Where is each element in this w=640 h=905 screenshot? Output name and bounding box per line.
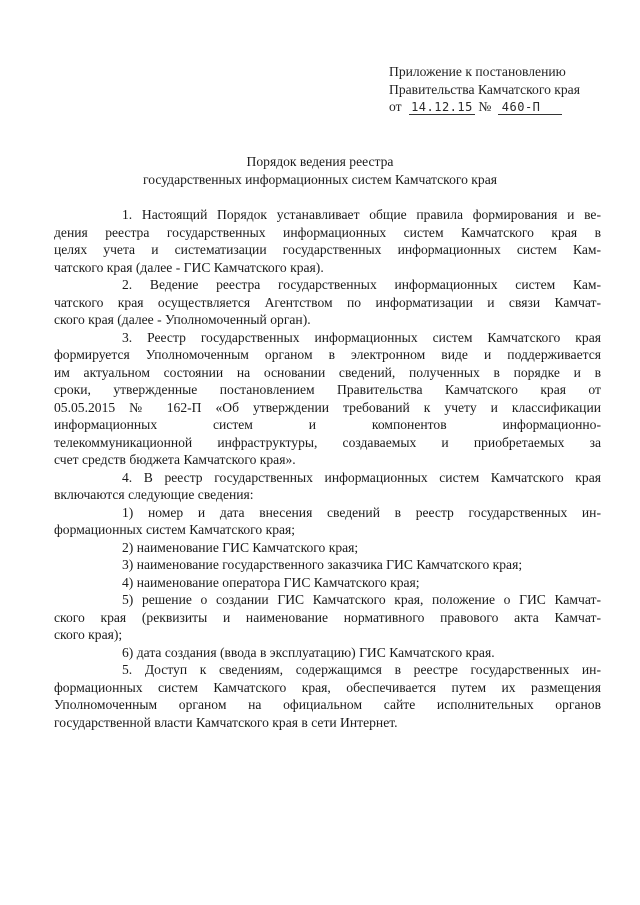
paragraph-line: формируется Уполномоченным органом в электронном виде и поддерживается bbox=[54, 347, 601, 362]
paragraph bbox=[54, 276, 601, 329]
appendix-line-3 bbox=[389, 98, 619, 116]
paragraph-line: сроки, утвержденные постановлением Правительства Камчатского края от bbox=[54, 382, 601, 397]
handwritten-number: 460-П bbox=[498, 100, 562, 115]
paragraph bbox=[54, 591, 601, 644]
appendix-line-2: Правительства Камчатского края bbox=[389, 81, 580, 97]
paragraph-line: им актуальном состоянии на основании сведений, полученных в порядке и в bbox=[54, 364, 601, 380]
document-title bbox=[0, 153, 640, 188]
paragraph-line: чатского края (далее - ГИС Камчатского края). bbox=[54, 259, 324, 275]
paragraph-line: 4. В реестр государственных информационных систем Камчатского края bbox=[122, 469, 601, 485]
title-line-1: Порядок ведения реестра bbox=[246, 154, 394, 169]
appendix-header bbox=[389, 63, 619, 116]
paragraph-line: 5) решение о создании ГИС Камчатского края, положение о ГИС Камчат- bbox=[122, 592, 601, 607]
handwritten-date: 14.12.15 bbox=[409, 100, 475, 115]
paragraph bbox=[54, 206, 601, 276]
paragraph-line: 2) наименование ГИС Камчатского края; bbox=[122, 539, 359, 555]
paragraph-line: 5. Доступ к сведениям, содержащимся в реестре государственных ин- bbox=[122, 662, 601, 677]
paragraph-line: дения реестра государственных информационных систем Камчатского края в bbox=[54, 224, 601, 240]
paragraph-line: формационных систем Камчатского края, обеспечивается путем их размещения bbox=[54, 679, 601, 695]
paragraph-line: 3) наименование государственного заказчика ГИС Камчатского края; bbox=[122, 557, 523, 572]
paragraph-line: ского края (реквизиты и наименование нормативного правового акта Камчат- bbox=[54, 609, 601, 625]
paragraph-line: счет средств бюджета Камчатского края». bbox=[54, 452, 296, 467]
appendix-line-1: Приложение к постановлению bbox=[389, 64, 566, 79]
paragraph-line: 2. Ведение реестра государственных информационных систем Кам- bbox=[122, 277, 601, 292]
title-line-2: государственных информационных систем Камчатского края bbox=[143, 171, 497, 187]
paragraph-line: информационных систем и компонентов информационно- bbox=[54, 417, 601, 432]
paragraph-line: чатского края осуществляется Агентством по информатизации и связи Камчат- bbox=[54, 294, 601, 310]
document-body bbox=[54, 206, 601, 731]
paragraph-line: телекоммуникационной инфраструктуры, создаваемых и приобретаемых за bbox=[54, 434, 601, 450]
paragraph-line: 6) дата создания (ввода в эксплуатацию) ГИС Камчатского края. bbox=[122, 644, 495, 660]
paragraph bbox=[88, 574, 601, 592]
paragraph-line: ского края (далее - Уполномоченный орган). bbox=[54, 312, 311, 327]
paragraph-line: включаются следующие сведения: bbox=[54, 487, 254, 502]
paragraph-line: ского края); bbox=[54, 627, 123, 642]
paragraph bbox=[54, 329, 601, 469]
number-label: № bbox=[478, 99, 492, 114]
paragraph-line: формационных систем Камчатского края; bbox=[54, 522, 296, 537]
paragraph bbox=[88, 644, 601, 662]
paragraph bbox=[54, 469, 601, 504]
paragraph-line: 1. Настоящий Порядок устанавливает общие правила формирования и ве- bbox=[122, 207, 601, 222]
paragraph-line: целях учета и систематизации государственных информационных систем Кам- bbox=[54, 242, 601, 257]
paragraph-line: Уполномоченным органом на официальном сайте исполнительных органов bbox=[54, 697, 601, 712]
paragraph-line: 3. Реестр государственных информационных систем Камчатского края bbox=[122, 329, 601, 345]
paragraph bbox=[54, 661, 601, 731]
from-label: от bbox=[389, 99, 402, 114]
paragraph bbox=[88, 556, 601, 574]
paragraph-line: 4) наименование оператора ГИС Камчатского края; bbox=[122, 574, 420, 590]
paragraph bbox=[54, 504, 601, 539]
paragraph-line: 1) номер и дата внесения сведений в реестр государственных ин- bbox=[122, 504, 601, 520]
paragraph-line: 05.05.2015 № 162-П «Об утверждении требований к учету и классификации bbox=[54, 399, 601, 415]
paragraph bbox=[88, 539, 601, 557]
paragraph-line: государственной власти Камчатского края в сети Интернет. bbox=[54, 714, 398, 730]
